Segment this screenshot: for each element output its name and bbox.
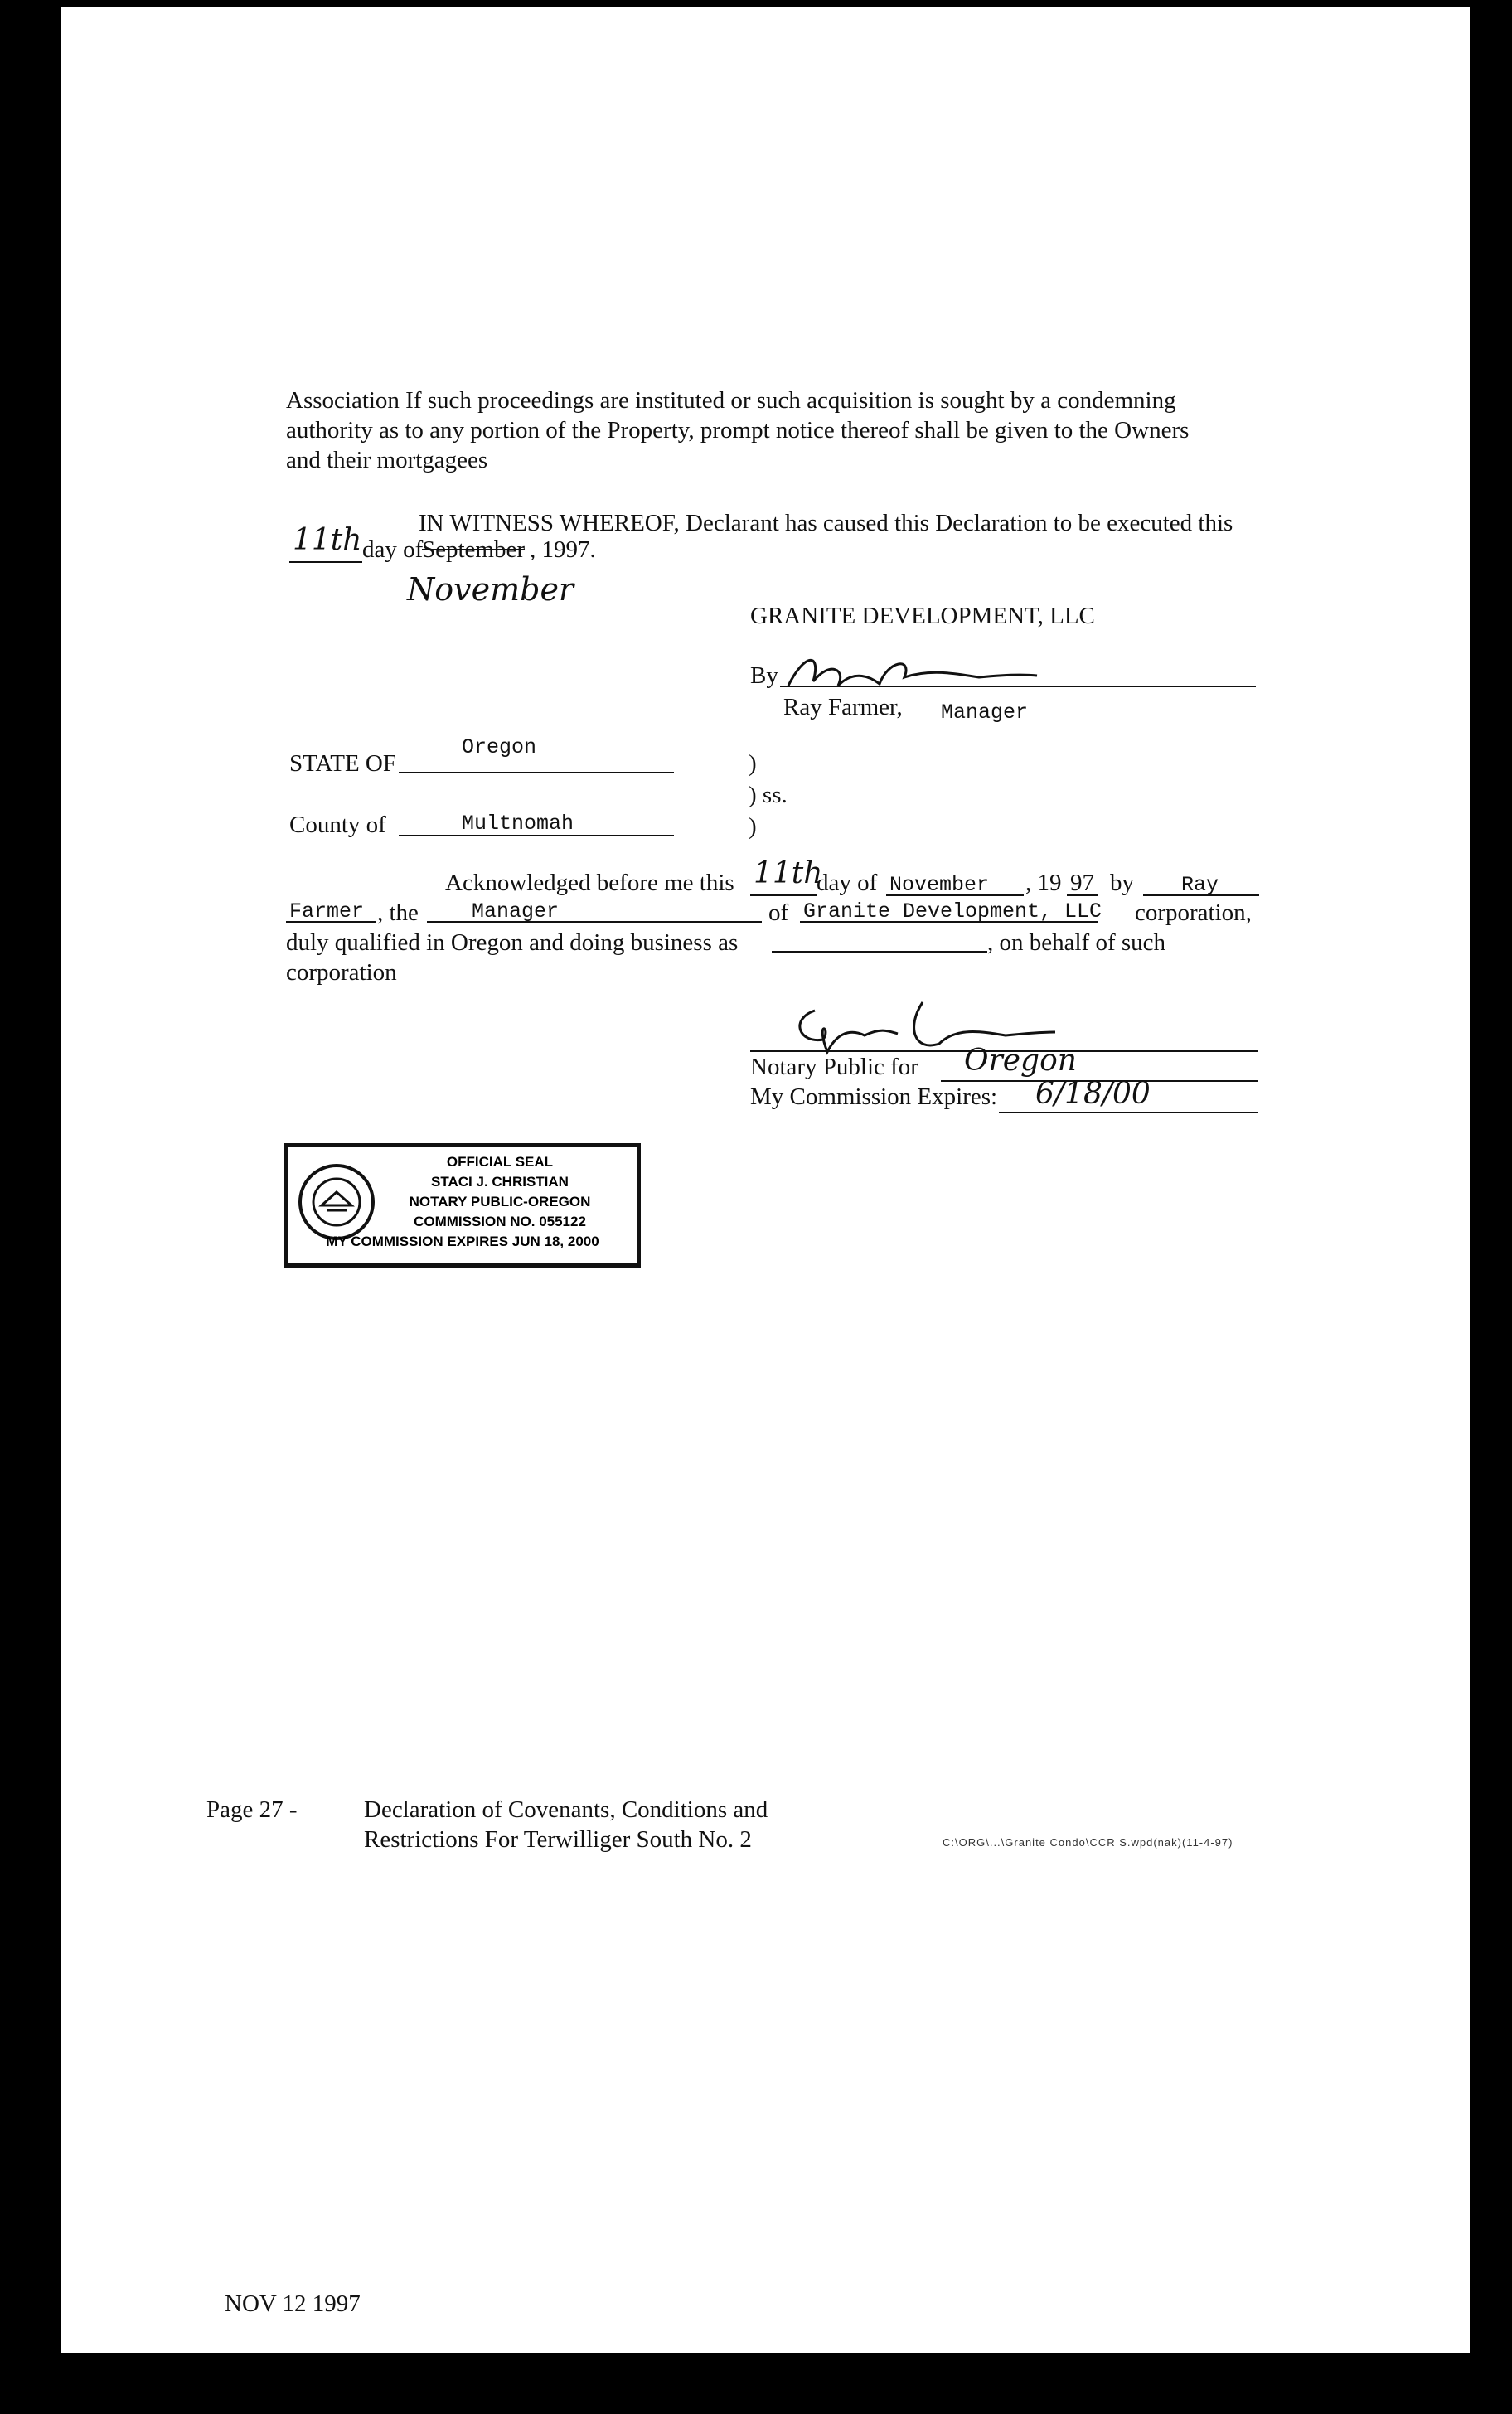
notary-state-handwritten: Oregon — [964, 1044, 1077, 1078]
ack-the: , the — [377, 899, 419, 926]
ack-day-underline — [750, 894, 817, 896]
ack-name-underline — [1143, 894, 1259, 896]
state-underline — [399, 772, 674, 773]
signer-name: Ray Farmer, — [783, 694, 903, 720]
notary-public-label: Notary Public for — [750, 1054, 918, 1080]
county-value: Multnomah — [462, 812, 574, 836]
seal-line-5: MY COMMISSION EXPIRES JUN 18, 2000 — [326, 1234, 599, 1249]
ack-dba-underline — [772, 951, 987, 953]
seal-line-4: COMMISSION NO. 055122 — [414, 1214, 586, 1229]
venue-ss: ) ss. — [749, 782, 788, 808]
struck-month: September — [422, 536, 526, 563]
ack-name2-underline — [286, 921, 376, 923]
ack-line-3a: duly qualified in Oregon and doing business as — [286, 929, 739, 956]
body-line-2: authority as to any portion of the Property, prompt notice thereof shall be given to the Owners — [286, 417, 1190, 444]
seal-line-1: OFFICIAL SEAL — [446, 1154, 554, 1170]
commission-underline — [999, 1112, 1258, 1113]
ack-title-underline — [427, 921, 762, 923]
state-label: STATE OF — [289, 750, 396, 777]
commission-label: My Commission Expires: — [750, 1083, 998, 1110]
ack-year-underline — [1067, 894, 1098, 896]
venue-paren-1: ) — [749, 750, 757, 777]
ack-of: of — [768, 899, 789, 926]
company-name: GRANITE DEVELOPMENT, LLC — [750, 603, 1095, 629]
state-value: Oregon — [462, 735, 537, 759]
seal-line-2: STACI J. CHRISTIAN — [431, 1174, 569, 1190]
page-number: Page 27 - — [206, 1796, 298, 1823]
ack-day-of: day of — [817, 870, 878, 896]
body-line-1: Association If such proceedings are instituted or such acquisition is sought by a condemning — [286, 387, 1176, 414]
ack-title: Manager — [472, 899, 560, 923]
ack-line-4: corporation — [286, 959, 397, 986]
ack-company: Granite Development, LLC — [803, 899, 1102, 923]
scan-bottom-edge — [0, 2353, 1512, 2414]
ack-lead: Acknowledged before me this — [445, 870, 734, 896]
venue-paren-3: ) — [749, 813, 757, 840]
footer-title-2: Restrictions For Terwilliger South No. 2 — [364, 1826, 752, 1853]
state-seal-emblem — [297, 1162, 376, 1242]
ack-name-part-2: Farmer — [289, 899, 365, 923]
document-page — [58, 5, 1472, 2407]
ack-month-underline — [886, 894, 1024, 896]
county-label: County of — [289, 812, 386, 838]
seal-line-3: NOTARY PUBLIC-OREGON — [409, 1194, 591, 1209]
received-stamp: NOV 12 1997 — [225, 2290, 361, 2317]
ack-year-suffix: 97 — [1070, 870, 1094, 896]
by-label: By — [750, 662, 778, 689]
signer-title: Manager — [941, 700, 1029, 725]
footer-title-1: Declaration of Covenants, Conditions and — [364, 1796, 768, 1823]
handwritten-day: 11th — [293, 523, 362, 557]
ack-company-underline — [800, 921, 1098, 923]
witness-clause: IN WITNESS WHEREOF, Declarant has caused this Declaration to be executed this — [419, 510, 1233, 536]
commission-expires-handwritten: 6/18/00 — [1035, 1077, 1151, 1111]
ack-line-3b: , on behalf of such — [987, 929, 1166, 956]
file-reference: C:\ORG\...\Granite Condo\CCR S.wpd(nak)(11-4-97) — [943, 1836, 1233, 1849]
witness-year: , 1997. — [530, 536, 596, 563]
ack-name-part-1: Ray — [1181, 873, 1219, 897]
ack-corporation: corporation, — [1135, 899, 1252, 926]
ack-handwritten-day: 11th — [754, 856, 823, 890]
day-underline — [289, 561, 362, 563]
handwritten-month: November — [407, 571, 574, 608]
ack-by: by — [1110, 870, 1134, 896]
ack-year-prefix: , 19 — [1025, 870, 1062, 896]
notary-seal-stamp — [284, 1143, 641, 1268]
county-underline — [399, 835, 674, 836]
ack-month: November — [889, 873, 990, 897]
body-line-3: and their mortgagees — [286, 447, 488, 473]
witness-day-of: day of — [362, 536, 424, 563]
